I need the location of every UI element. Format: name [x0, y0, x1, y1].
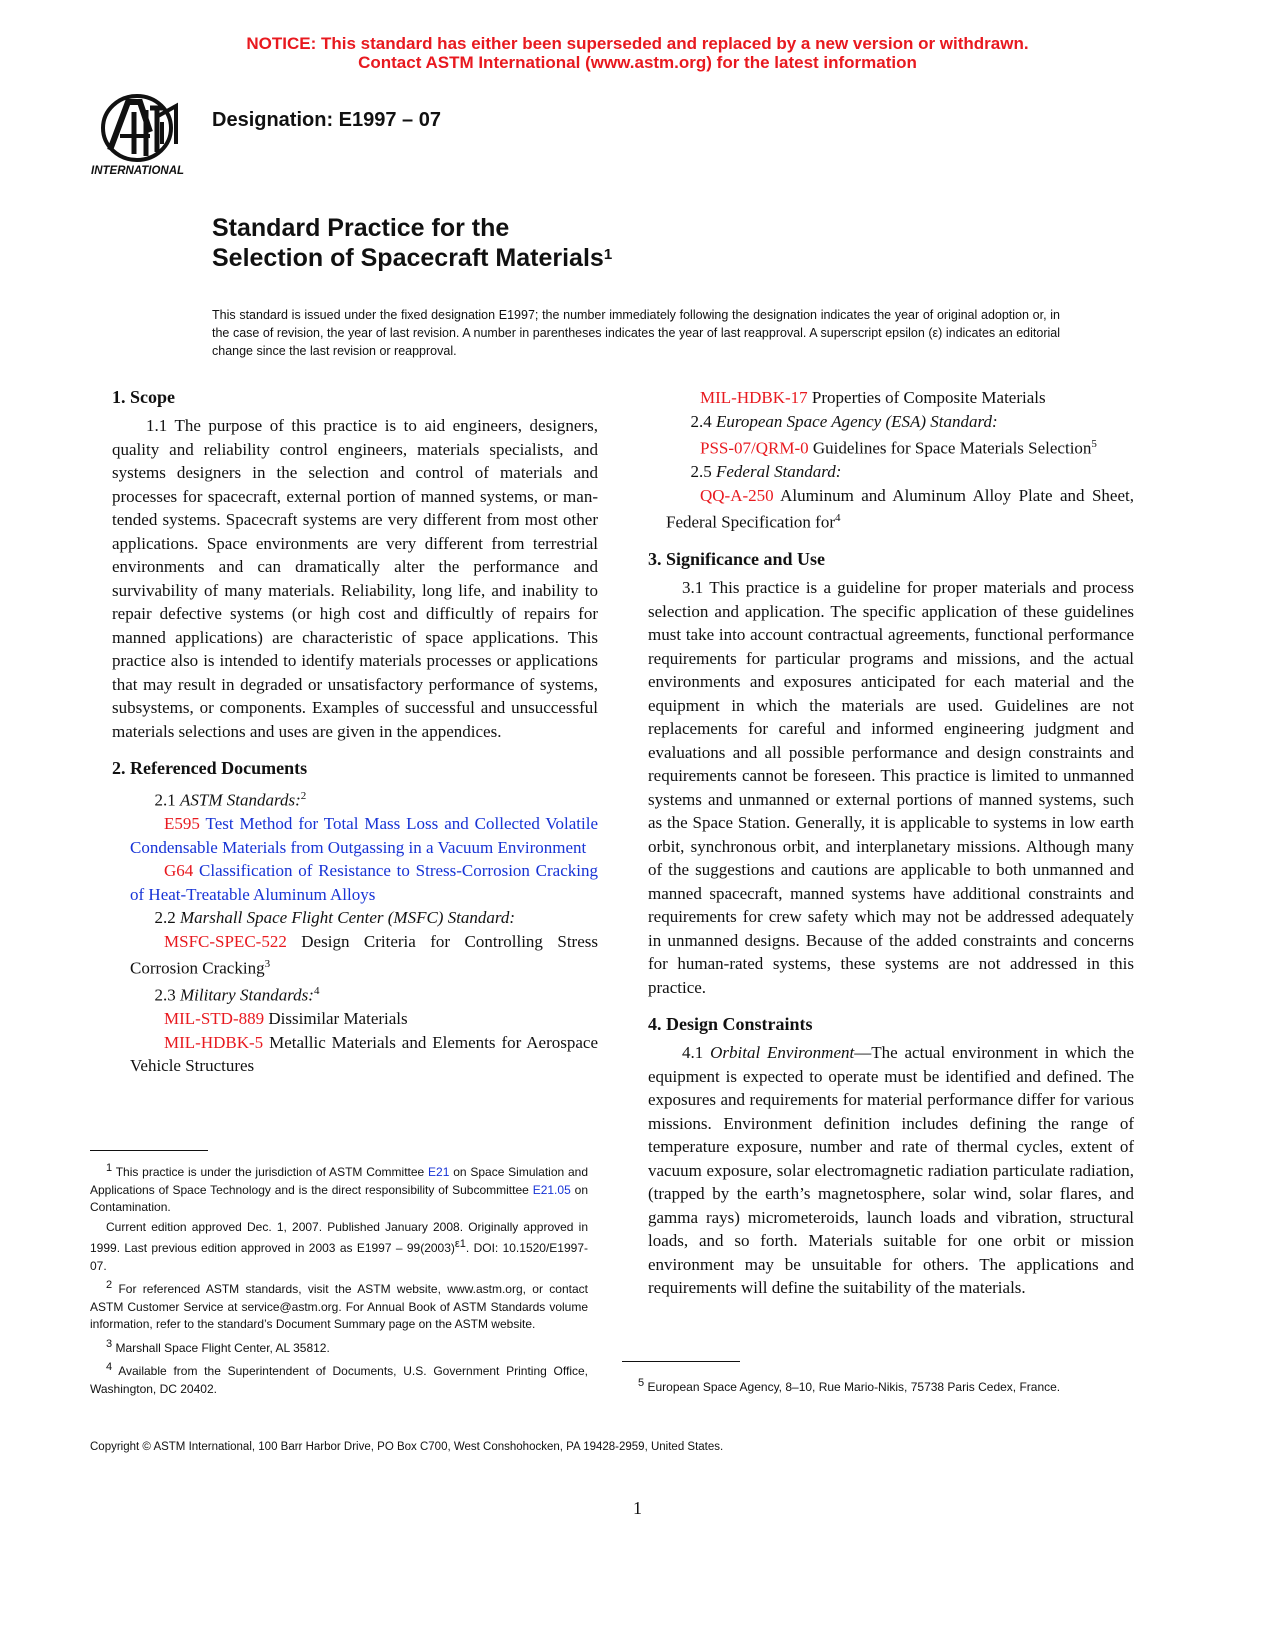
- issuance-statement: This standard is issued under the fixed designation E1997; the number immediately following the designation indicates the year of original adoption or, in the case of revision, the year of last revision. A number in parentheses indicates the year of last reapproval. A superscript epsilon (ε) indicates an editorial change since the last revision or reapproval.: [212, 308, 1060, 358]
- title-line-2: Selection of Spacecraft Materials$^1$: [212, 244, 613, 272]
- footnote-5: $^5$ European Space Agency, 8–10, Rue Mario-Nikis, 75738 Paris Cedex, France.: [638, 1377, 1061, 1394]
- refdocs-continued: [648, 386, 1134, 534]
- supersession-notice: [0, 34, 1275, 72]
- paragraph-3-1: 3.1 This practice is a guideline for proper materials and process selection and application. The specific application of these guidelines must take into account contractual agreements, functional performance requirements for particular programs and missions, and the actual environments and exposures anticipated for each material and the equipment in which the materials are used. Guidelines are not replacements for careful and informed engineering judgment and evaluations and all possible performance and design constraints and requirements cannot be foreseen. This practice is limited to unmanned systems and unmanned or external portions of manned systems, such as the Space Station. Generally, it is applicable to systems in low earth orbit, synchronous orbit, and interplanetary missions. Although many of the suggestions and cautions are applicable to both unmanned and manned spacecraft, manned systems have additional constraints and requirements for crew safety which may not be addressed adequately in unmanned designs. Because of the added constraints and concerns for human-rated systems, these systems are not addressed in this practice.: [648, 578, 1134, 997]
- ref-g64: [112, 859, 598, 906]
- ref-e595: [112, 812, 598, 859]
- document-title: [212, 213, 612, 273]
- ref-link-g64[interactable]: G64: [164, 861, 194, 881]
- ref-link-mil-889[interactable]: MIL-STD-889: [164, 1009, 265, 1029]
- subsection-2-1: 2.1 ASTM Standards:$^2$: [154, 790, 307, 810]
- footnote-rule-left: [90, 1150, 208, 1151]
- title-line-1: Standard Practice for the: [212, 214, 510, 242]
- committee-link-e21[interactable]: E21: [428, 1165, 450, 1179]
- page-number: 1: [633, 1498, 642, 1518]
- left-column: [112, 386, 598, 1092]
- logo-text: INTERNATIONAL: [91, 165, 185, 177]
- ref-link-mil-5[interactable]: MIL-HDBK-5: [164, 1032, 264, 1052]
- ref-mil-889: MIL-STD-889 Dissimilar Materials: [164, 1009, 408, 1029]
- astm-logo: [90, 92, 196, 182]
- subsection-2-4: 2.4 European Space Agency (ESA) Standard:: [690, 411, 998, 431]
- section-heading: 2. Referenced Documents: [112, 758, 308, 778]
- ref-msfc: MSFC-SPEC-522 Design Criteria for Controlling Stress Corrosion Cracking$^3$: [130, 931, 598, 978]
- ref-mil-5: MIL-HDBK-5 Metallic Materials and Elements for Aerospace Vehicle Structures: [130, 1032, 598, 1076]
- section-heading: 1. Scope: [112, 387, 175, 407]
- right-column: [648, 386, 1134, 1314]
- footnote-1: $^1$ This practice is under the jurisdiction of ASTM Committee E21 on Space Simulation and Applications of Space Technology and is the direct responsibility of Subcommittee E21.05 on Contamination.: [90, 1162, 589, 1214]
- footnote-rule-right: [622, 1361, 740, 1362]
- ref-mil-17: MIL-HDBK-17 Properties of Composite Materials: [700, 388, 1046, 407]
- section-heading: 4. Design Constraints: [648, 1014, 813, 1035]
- ref-link-pss[interactable]: PSS-07/QRM-0: [700, 438, 809, 458]
- astm-logo-icon: [90, 92, 196, 182]
- subsection-2-5: 2.5 Federal Standard:: [690, 462, 842, 482]
- subsection-2-2: 2.2 Marshall Space Flight Center (MSFC) Standard:: [154, 908, 516, 928]
- paragraph-1-1: 1.1 The purpose of this practice is to aid engineers, designers, quality and reliability control engineers, materials specialists, and systems designers in the selection and control of materials and processes for spacecraft, external portion of manned systems, or man-tended systems. Spacecraft systems are very different from most other applications. Space environments are very different from terrestrial environments and can dramatically alter the performance and survivability of many materials. Reliability, long life, and inability to repair defective systems (or high cost and difficultly of repairs for manned applications) are characteristic of space applications. This practice also is intended to identify materials processes or applications that may result in degraded or unsatisfactory performance of systems, subsystems, or components. Examples of successful and unsuccessful materials selections and uses are given in the appendices.: [112, 416, 598, 741]
- notice-line-2: Contact ASTM International (www.astm.org) for the latest information: [358, 53, 917, 72]
- copyright-line: Copyright © ASTM International, 100 Barr Harbor Drive, PO Box C700, West Conshohocken, PA 19428-2959, United States.: [90, 1441, 724, 1453]
- footnote-1-edition: Current edition approved Dec. 1, 2007. Published January 2008. Originally approved in 1999. Last previous edition approved in 2003 as $E1997 - 99(2003)^{\varepsilon 1}$. DOI: 10.1520/E1997-07.: [90, 1219, 588, 1273]
- section-scope: [112, 386, 598, 743]
- ref-title-e595[interactable]: Test Method for Total Mass Loss and Collected Volatile Condensable Materials from Outgassing in a Vacuum Environment: [130, 814, 598, 857]
- notice-line-1: NOTICE: This standard has either been superseded and replaced by a new version or withdrawn.: [246, 34, 1029, 53]
- ref-link-msfc[interactable]: MSFC-SPEC-522: [164, 931, 287, 951]
- paragraph-4-1: 4.1 Orbital Environment—The actual environment in which the equipment is expected to operate must be identified and defined. The exposures and requirements for material performance differ for various missions. Environment definition includes defining the range of temperature exposure, number and rate of thermal cycles, extent of vacuum exposure, solar electromagnetic radiation particulate radiation, (trapped by the earth’s magnetosphere, solar wind, solar flares, and gamma rays) micrometeroids, launch loads and vibration, structural loads, and so forth. Materials suitable for one orbit or mission environment may be unsuitable for others. The applications and requirements will define the suitability of the materials.: [648, 1043, 1134, 1298]
- ref-link-mil-17[interactable]: MIL-HDBK-17: [700, 388, 808, 407]
- designation: Designation: E1997 – 07: [212, 109, 441, 131]
- section-heading: 3. Significance and Use: [648, 549, 826, 570]
- section-design-constraints: [648, 1013, 1134, 1300]
- ref-link-qq[interactable]: QQ-A-250: [700, 485, 774, 505]
- footnotes-right: [622, 1375, 1120, 1399]
- title-footnote-ref[interactable]: 1: [603, 246, 613, 263]
- ref-link-e595[interactable]: E595: [164, 814, 200, 834]
- footnote-2: $^2$ For referenced ASTM standards, visit the ASTM website, www.astm.org, or contact ASTM Customer Service at service@astm.org. For Annual Book of ASTM Standards volume information, refer to the standard’s Document Summary page on the ASTM website.: [90, 1279, 588, 1331]
- ref-title-g64[interactable]: Classification of Resistance to Stress-Corrosion Cracking of Heat-Treatable Aluminum Alloys: [130, 861, 598, 904]
- footnotes-left: [90, 1160, 588, 1400]
- section-significance: [648, 548, 1134, 999]
- subcommittee-link-e21-05[interactable]: E21.05: [532, 1182, 571, 1197]
- footnote-3: $^3$ Marshall Space Flight Center, AL 35812.: [106, 1337, 330, 1355]
- section-referenced-documents: [112, 757, 598, 1078]
- footnote-4: $^4$ Available from the Superintendent of Documents, U.S. Government Printing Office, Washington, DC 20402.: [90, 1361, 589, 1396]
- subsection-2-3: 2.3 Military Standards:$^4$: [154, 985, 320, 1005]
- ref-pss: PSS-07/QRM-0 Guidelines for Space Materials Selection$^5$: [700, 438, 1097, 458]
- ref-qq: QQ-A-250 Aluminum and Aluminum Alloy Plate and Sheet, Federal Specification for$^4$: [666, 485, 1135, 532]
